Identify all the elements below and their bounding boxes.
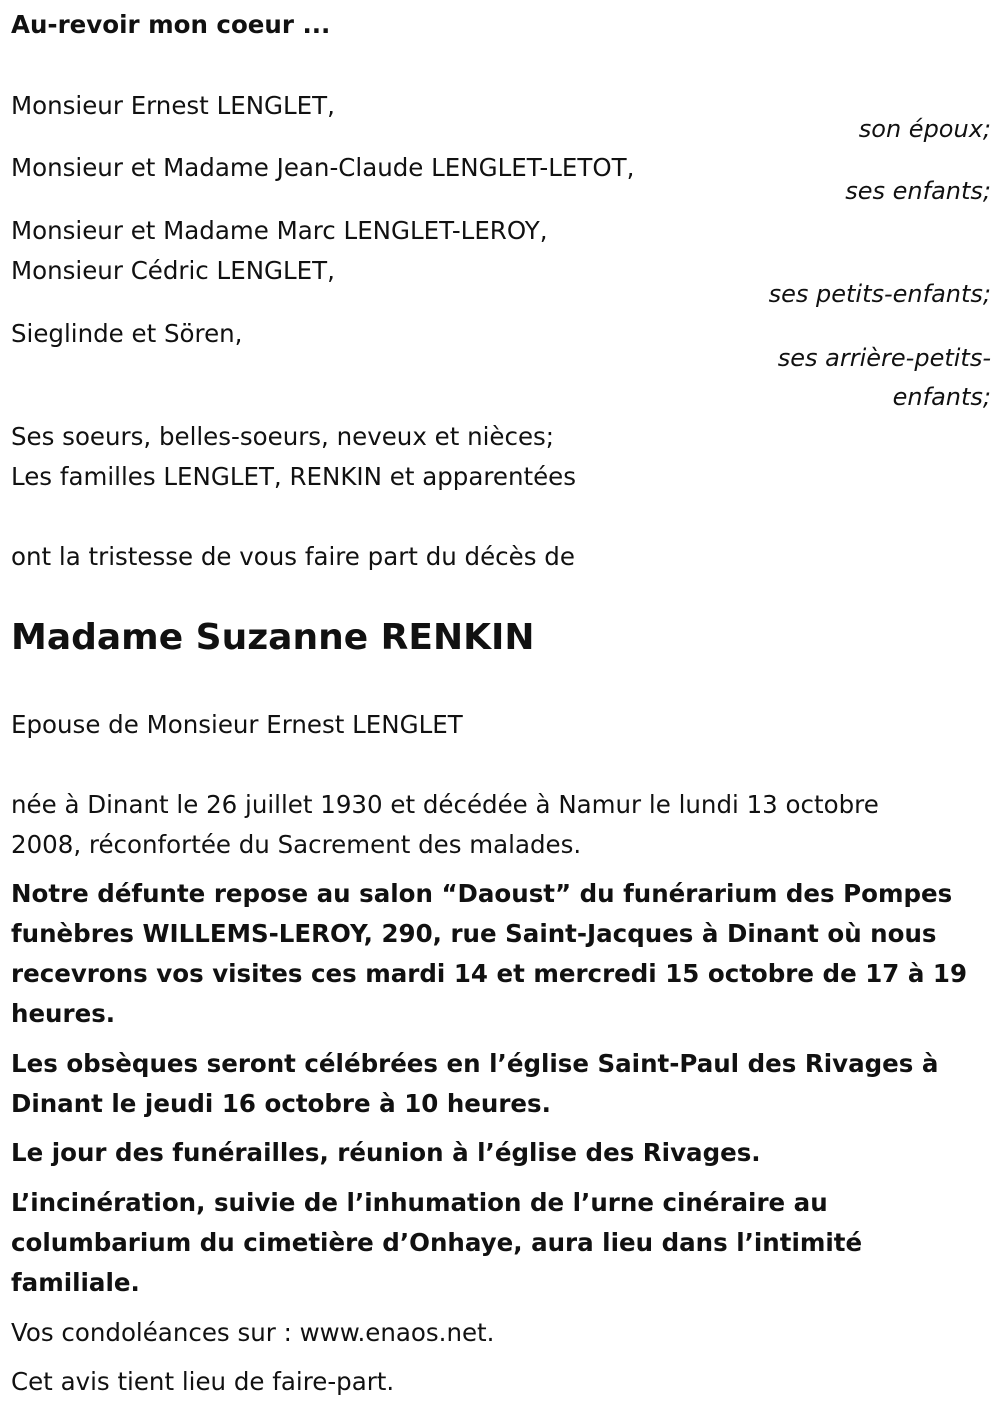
grandchildren-role: ses petits-enfants; <box>768 280 991 308</box>
meeting-line: Le jour des funérailles, réunion à l’église des Rivages. <box>11 1138 761 1167</box>
repose-line-2: funèbres WILLEMS-LEROY, 290, rue Saint-Jacques à Dinant où nous <box>11 919 937 948</box>
cremation-line-1: L’incinération, suivie de l’inhumation de l’urne cinéraire au <box>11 1188 828 1217</box>
condolences-line: Vos condoléances sur : www.enaos.net. <box>11 1318 495 1347</box>
funeral-line-1: Les obsèques seront célébrées en l’église Saint-Paul des Rivages à <box>11 1049 939 1078</box>
spouse-role: son époux; <box>858 115 991 143</box>
repose-line-1: Notre défunte repose au salon “Daoust” du funérarium des Pompes <box>11 879 953 908</box>
deceased-name: Madame Suzanne RENKIN <box>11 617 535 658</box>
grandchild-name: Monsieur Cédric LENGLET, <box>11 256 335 285</box>
child-name-2: Monsieur et Madame Marc LENGLET-LEROY, <box>11 216 548 245</box>
obituary-notice <box>11 0 991 1418</box>
spouse-of-line: Epouse de Monsieur Ernest LENGLET <box>11 710 463 739</box>
birth-death-line-2: 2008, réconfortée du Sacrement des malades. <box>11 830 582 859</box>
birth-death-line-1: née à Dinant le 26 juillet 1930 et décédée à Namur le lundi 13 octobre <box>11 790 879 819</box>
great-grandchildren-role-line-1: ses arrière-petits- <box>777 344 991 372</box>
cremation-line-2: columbarium du cimetière d’Onhaye, aura lieu dans l’intimité <box>11 1228 863 1257</box>
repose-line-3: recevrons vos visites ces mardi 14 et mercredi 15 octobre de 17 à 19 <box>11 959 967 988</box>
great-grandchildren-names: Sieglinde et Sören, <box>11 319 243 348</box>
siblings-line: Ses soeurs, belles-soeurs, neveux et nièces; <box>11 422 555 451</box>
great-grandchildren-role-line-2: enfants; <box>892 383 991 411</box>
announcement: ont la tristesse de vous faire part du décès de <box>11 542 575 571</box>
families-line: Les familles LENGLET, RENKIN et apparentées <box>11 462 576 491</box>
cremation-line-3: familiale. <box>11 1268 140 1297</box>
funeral-line-2: Dinant le jeudi 16 octobre à 10 heures. <box>11 1089 551 1118</box>
spouse-name: Monsieur Ernest LENGLET, <box>11 91 335 120</box>
child-name-1: Monsieur et Madame Jean-Claude LENGLET-LETOT, <box>11 153 635 182</box>
children-role: ses enfants; <box>845 177 991 205</box>
notice-line: Cet avis tient lieu de faire-part. <box>11 1367 395 1396</box>
repose-line-4: heures. <box>11 999 116 1028</box>
heading: Au-revoir mon coeur ... <box>11 10 331 39</box>
